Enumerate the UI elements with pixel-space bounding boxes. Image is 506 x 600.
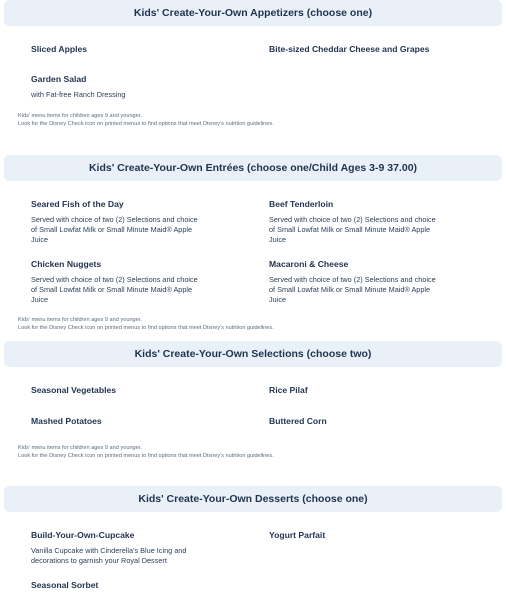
section-header-desserts — [4, 486, 502, 512]
item-name: Build-Your-Own-Cupcake — [31, 530, 135, 540]
item-description: Served with choice of two (2) Selections and choice of Small Lowfat Milk or Small Minute Maid® Apple Juice — [269, 215, 436, 244]
note-line: Look for the Disney Check icon on printed menus to find options that meet Disney's nutrition guidelines. — [18, 121, 274, 127]
menu-item-build-your-own-cupcake — [31, 530, 261, 566]
note-line: Kids' menu items for children ages 9 and younger. — [18, 317, 142, 323]
item-name: Buttered Corn — [269, 416, 327, 426]
item-name: Beef Tenderloin — [269, 199, 334, 209]
note-line: Look for the Disney Check icon on printed menus to find options that meet Disney's nutrition guidelines. — [18, 453, 274, 459]
menu-item-garden-salad — [31, 74, 261, 100]
item-description: with Fat-free Ranch Dressing — [31, 90, 126, 99]
menu-item-seasonal-sorbet — [31, 580, 261, 591]
menu-item-cheddar-grapes — [269, 44, 499, 55]
item-name: Macaroni & Cheese — [269, 259, 349, 269]
menu-item-sliced-apples — [31, 44, 261, 55]
menu-item-beef-tenderloin — [269, 199, 499, 245]
menu-item-chicken-nuggets — [31, 259, 261, 305]
menu-item-buttered-corn — [269, 416, 499, 427]
item-name: Mashed Potatoes — [31, 416, 102, 426]
item-description: Served with choice of two (2) Selections and choice of Small Lowfat Milk or Small Minute Maid® Apple Juice — [269, 275, 436, 304]
kids-menu-note — [18, 112, 274, 128]
note-line: Kids' menu items for children ages 9 and younger. — [18, 445, 142, 451]
item-name: Rice Pilaf — [269, 385, 308, 395]
item-name: Seasonal Vegetables — [31, 385, 117, 395]
section-title: Kids' Create-Your-Own Appetizers (choose one) — [133, 7, 373, 19]
section-title: Kids' Create-Your-Own Selections (choose two) — [134, 348, 372, 360]
section-title: Kids' Create-Your-Own Desserts (choose one) — [138, 493, 368, 505]
kids-menu-note — [18, 444, 274, 460]
section-header-appetizers — [4, 0, 502, 26]
item-description: Served with choice of two (2) Selections and choice of Small Lowfat Milk or Small Minute Maid® Apple Juice — [31, 215, 198, 244]
menu-item-yogurt-parfait — [269, 530, 499, 541]
note-line: Kids' menu items for children ages 9 and younger. — [18, 113, 142, 119]
item-name: Chicken Nuggets — [31, 259, 102, 269]
note-line: Look for the Disney Check icon on printed menus to find options that meet Disney's nutrition guidelines. — [18, 325, 274, 331]
menu-item-rice-pilaf — [269, 385, 499, 396]
menu-item-mashed-potatoes — [31, 416, 261, 427]
item-name: Sliced Apples — [31, 44, 88, 54]
section-header-entrees — [4, 155, 502, 181]
item-name: Seared Fish of the Day — [31, 199, 124, 209]
item-description: Vanilla Cupcake with Cinderella's Blue Icing and decorations to garnish your Royal Dessert — [31, 546, 187, 565]
menu-item-macaroni-cheese — [269, 259, 499, 305]
menu-item-seared-fish — [31, 199, 261, 245]
item-name: Garden Salad — [31, 74, 87, 84]
section-title: Kids' Create-Your-Own Entrées (choose one/Child Ages 3-9 37.00) — [88, 162, 418, 174]
item-description: Served with choice of two (2) Selections and choice of Small Lowfat Milk or Small Minute Maid® Apple Juice — [31, 275, 198, 304]
section-header-selections — [4, 341, 502, 367]
item-name: Bite-sized Cheddar Cheese and Grapes — [269, 44, 430, 54]
kids-menu-note — [18, 316, 274, 332]
item-name: Seasonal Sorbet — [31, 580, 99, 590]
menu-item-seasonal-vegetables — [31, 385, 261, 396]
item-name: Yogurt Parfait — [269, 530, 326, 540]
